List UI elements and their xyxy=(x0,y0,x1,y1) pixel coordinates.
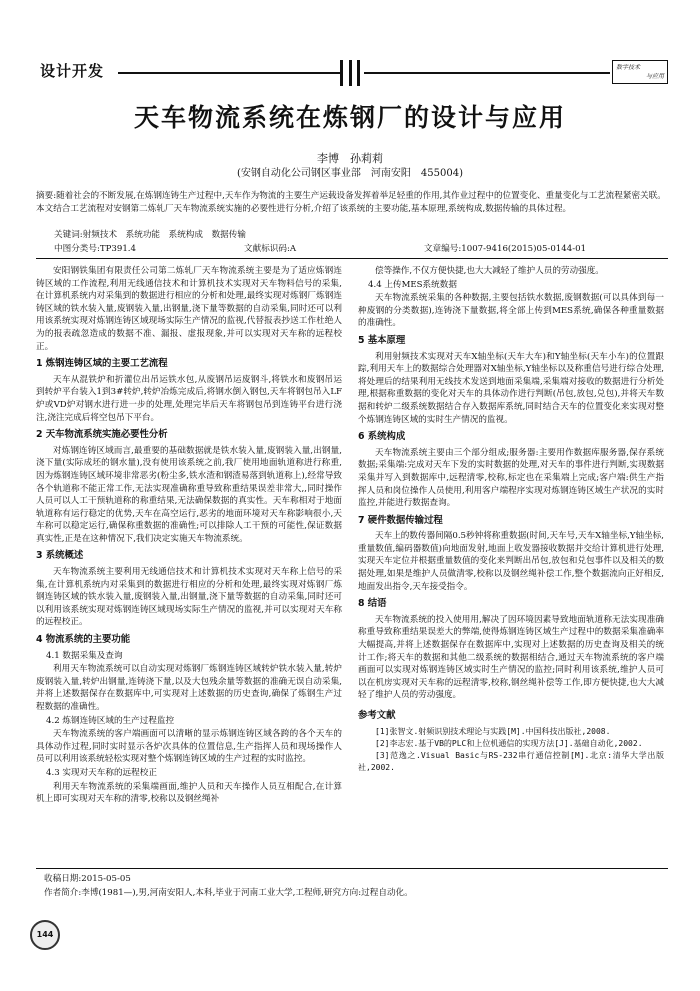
header-divider-bars xyxy=(340,60,360,86)
section-8-heading: 8 结语 xyxy=(358,598,387,610)
section-tag: 设计开发 xyxy=(40,62,105,80)
section-8-text: 天车物流系统的投入使用用,解决了因环境因素导致地面轨道称无法实现准确称重导致称重结果误差大的弊端,使得炼钢连铸区域生产过程中的数据采集准确率大幅提高,并将上述数据保存在数据库中,实现对上述数据的历史查询及相关的统计工作;将天车的数据和其他二级系统的数据相结合,通过天车物流系统的客户端画面可以实现对炼钢连铸区域实时生产情况的监控;同时利用该系统,维护人员可以在机房实现对天车称的远程清零,校称,钢丝绳补偿等工作,即方便快捷,也大大减轻了维护人员的劳动强度。 xyxy=(358,614,664,701)
section-4-3-text: 利用天车物流系统的采集端画面,维护人员和天车操作人员互相配合,在计算机上即可实现对天车称的清零,校称以及钢丝绳补 xyxy=(36,781,342,805)
paper-title: 天车物流系统在炼钢厂的设计与应用 xyxy=(133,103,566,132)
section-1-heading: 1 炼钢连铸区域的主要工艺流程 xyxy=(36,358,168,370)
clc-number: 中图分类号:TP391.4 xyxy=(54,244,136,254)
left-column xyxy=(36,265,342,806)
logo-line-2: 与应用 xyxy=(645,73,664,80)
section-3-heading: 3 系统概述 xyxy=(36,550,84,562)
section-4-1-text: 利用天车物流系统可以自动实现对炼钢厂炼钢连铸区域转炉铁水装入量,转炉废钢装入量,转炉出钢量,连铸浇下量,以及大包残余量等数据的准确无误自动采集,并将上述数据保存在数据库中,可实现对上述数据的历史查询,确保了炼钢生产过程数据的准确性。 xyxy=(36,664,342,712)
section-4-2-heading: 4.2 炼钢连铸区域的生产过程监控 xyxy=(46,715,175,726)
keywords: 关键词:射频技术 系统功能 系统构成 数据传输 xyxy=(54,230,246,240)
section-6-heading: 6 系统构成 xyxy=(358,431,406,443)
article-number: 文章编号:1007-9416(2015)05-0144-01 xyxy=(424,244,587,254)
section-4-2-text: 天车物流系统的客户端画面可以清晰的显示炼钢连铸区域各跨的各个天车的具体动作过程,同时实时显示各炉次具体的位置信息,生产指挥人员和现场操作人员可以利用该系统轻松实现对整个炼钢连铸区域的生产过程的实时监控。 xyxy=(36,729,342,765)
author-affiliation: (安钢自动化公司钢区事业部 河南安阳 455004) xyxy=(237,168,463,179)
section-7-heading: 7 硬件数据传输过程 xyxy=(358,514,443,526)
section-2-heading: 2 天车物流系统实施必要性分析 xyxy=(36,429,168,441)
author-bio: 作者简介:李博(1981—),男,河南安阳人,本科,毕业于河南工业大学,工程师,研究方向:过程自动化。 xyxy=(44,888,413,898)
continued-text: 偿等操作,不仅方便快捷,也大大减轻了维护人员的劳动强度。 xyxy=(375,266,604,276)
section-6-text: 天车物流系统主要由三个部分组成;服务器:主要用作数据库服务器,保存系统数据;采集端:完成对天车下发的实时数据的处理,对天车的事件进行判断,实现数据采集并写入到数据库中,远程清零,校称,标定也在采集端上完成;客户端:供生产指挥人员和岗位操作人员使用,利用客户端程序实现对炼钢连铸区域生产状况的实时监控,并能进行数据查询。 xyxy=(358,447,664,509)
section-7-text: 天车上的数传器间隔0.5秒钟将称重数据(时间,天车号,天车X轴坐标,Y轴坐标,重量数值,编码器数值)向地面发射,地面上收发器接收数据并交给计算机进行处理,实现天车定位并根据重量数值的变化来判断出吊包,放包和兑包事件以及相关的数据处理,如果是维护人员做清零,校称以及钢丝绳补偿工作,整个数据流向正好相反,地面发出指令,天车接受指令。 xyxy=(358,531,664,592)
intro-paragraph: 安阳钢铁集团有限责任公司第二炼轧厂天车物流系统主要是为了适应炼钢连铸区域的工作流程,利用无线通信技术和计算机技术实现对天车物料信号的采集,在计算机系统内对采集到的数据进行相应的分析和处理,最终实现对炼钢厂炼钢连铸区域的铁水装入量,废钢装入量,出钢量,浇下量等数据的自动采集,同时还可以利用该系统实现对炼钢连铸区域现场实际生产情况的监视,代替报表抄送工作杜绝人为的报表疏忽造成的数据不准、漏报、虚报现象,并可以实现对天车称的远程校正。 xyxy=(36,266,342,352)
section-4-3-heading: 4.3 实现对天车称的远程校正 xyxy=(46,767,157,778)
received-date: 收稿日期:2015-05-05 xyxy=(44,874,131,884)
references-heading: 参考文献 xyxy=(358,710,396,721)
document-code: 文献标识码:A xyxy=(244,244,297,254)
section-4-heading: 4 物流系统的主要功能 xyxy=(36,634,131,646)
page-number-badge: 144 xyxy=(30,920,60,950)
reference-item: [1]张智文.射频识别技术理论与实践[M].中国科技出版社,2008. xyxy=(375,726,611,736)
section-2-text: 对炼钢连铸区域而言,最重要的基础数据就是铁水装入量,废钢装入量,出钢量,浇下量(实际成坯的钢水量),没有使用该系统之前,我厂使用地面轨道称进行称重,因为炼钢连铸区域环境非常恶劣(粉尘多,铁水渣和钢渣易落到轨道称上),经常导致各个轨道称不能正常工作,无法实现准确称重导致称重结果误差非常大,,同时操作人员可以人工干预轨道称的称重结果,无法确保数据的真实性。天车称相对于地面轨道称有运行稳定的优势,天车在高空运行,恶劣的地面环境对天车称影响很小,天车称可以稳定运行,确保称重数据的准确性;可以排除人工干预的可能性,保证数据真实性,正是在这种情况下,我们决定实施天车物流系统。 xyxy=(36,445,342,544)
section-4-1-heading: 4.1 数据采集及查询 xyxy=(46,650,123,661)
header-rule-left xyxy=(118,72,340,74)
top-rule xyxy=(36,258,668,259)
header-rule-right xyxy=(364,72,610,74)
abstract: 摘要:随着社会的不断发展,在炼钢连铸生产过程中,天车作为物流的主要生产运载设备发挥着举足轻重的作用,其作业过程中的位置变化、重量变化与工艺流程紧密关联。本文结合工艺流程对安钢第二炼轧厂天车物流系统实施的必要性进行分析,介绍了该系统的主要功能,基本原理,系统构成,数据传输的具体过程。 xyxy=(36,191,666,214)
section-3-text: 天车物流系统主要利用无线通信技术和计算机技术实现对天车称上信号的采集,在计算机系统内对采集到的数据进行相应的分析和处理,最终实现对炼钢厂炼钢连铸区域的铁水装入量,废钢装入量,出钢量,浇下量等数据的自动采集,同时还可以利用该系统实现对炼钢连铸区域现场实际生产情况的监视,并可以实现对天车称的远程校正。 xyxy=(36,567,342,628)
section-1-text: 天车从混铁炉和折灌位出吊运铁水包,从废钢吊运废钢斗,将铁水和废钢吊运到转炉平台装入1到3#转炉,转炉冶炼完成后,将钢水倒入钢包,天车将钢包吊入LF炉或VD炉对钢水进行进一步的处理,处理完毕后天车将钢包吊到连铸平台进行浇注,浇注完成后将空包吊下平台。 xyxy=(36,374,342,423)
section-4-4-heading: 4.4 上传MES系统数据 xyxy=(368,279,457,290)
section-4-4-text: 天车物流系统采集的各种数据,主要包括铁水数据,废钢数据(可以具体到每一种废钢的分类数据),连铸浇下量数据,将全部上传到MES系统,确保各种重量数据的准确性。 xyxy=(358,293,664,329)
reference-item: [2]李志宏.基于VB的PLC和上位机通信的实现方法[J].基础自动化,2002. xyxy=(375,738,643,748)
section-5-heading: 5 基本原理 xyxy=(358,334,406,346)
logo-line-1: 数字技术 xyxy=(616,64,641,71)
section-5-text: 利用射频技术实现对天车X轴坐标(天车大车)和Y轴坐标(天车小车)的位置跟踪,利用天车上的数据综合处理器对X轴坐标,Y轴坐标以及称重信号进行综合处理,将处理后的结果利用无线技术发送到地面采集端,采集端对接收的数据进行分析处理,根据称重数据的变化对天车的具体动作进行判断(吊包,放包,兑包),并将天车数据和转炉二级系统数据结合存入数据库系统,同时结合天车的位置变化来实现对整个炼钢连铸区域的实时生产情况的监视。 xyxy=(358,351,664,425)
reference-item: [3]范逸之.Visual Basic与RS-232串行通信控制[M].北京:清华大学出版社,2002. xyxy=(358,750,664,772)
right-column xyxy=(358,265,664,774)
footer-rule xyxy=(36,868,668,869)
journal-logo xyxy=(612,60,668,84)
author-names: 李博 孙莉莉 xyxy=(317,152,383,165)
